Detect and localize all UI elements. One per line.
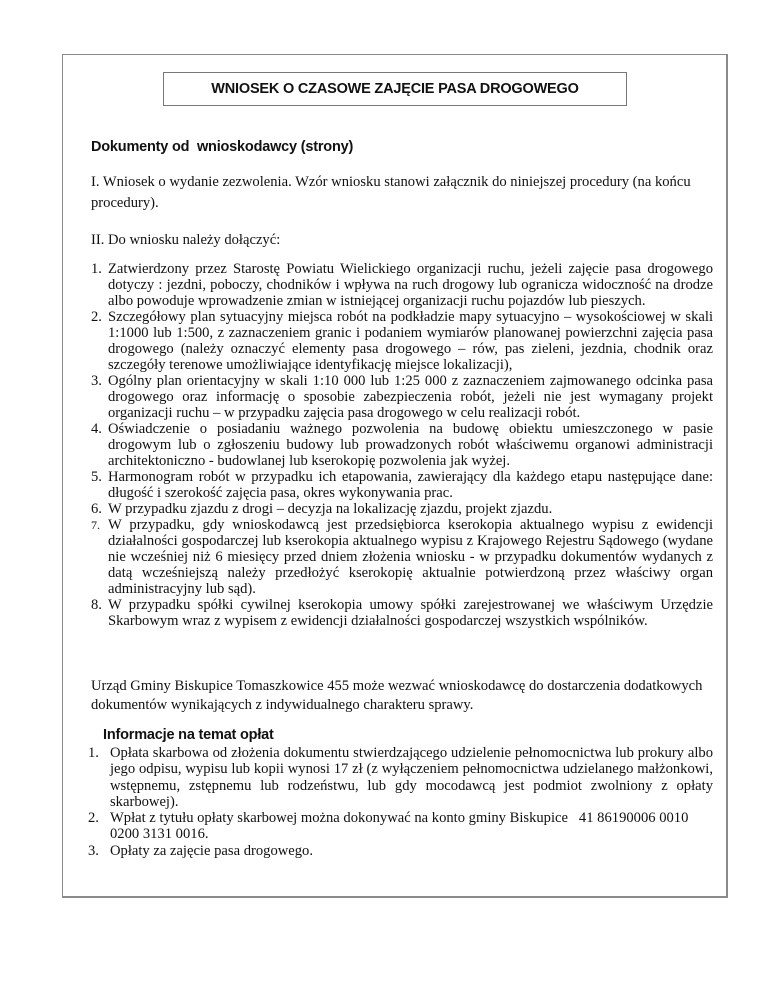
paragraph-attachments-intro: II. Do wniosku należy dołączyć: (91, 232, 281, 248)
requirement-item (91, 261, 713, 309)
section-heading-fees: Informacje na temat opłat (103, 727, 274, 743)
document-title-box (163, 72, 627, 106)
requirement-text: Szczegółowy plan sytuacyjny miejsca robót na podkładzie mapy sytuacyjno – wysokościowej w skali 1:1000 lub 1:500, z zaznaczeniem granic i podaniem wymiarów planowanej powierzchni zajęcia pasa drogowego (należy oznaczyć elementy pasa drogowego – rów, pas zieleni, jezdnia, chodnik oraz szczegóły terenowe umożliwiające identyfikację miejsce lokalizacji), (108, 309, 713, 373)
requirement-text: Harmonogram robót w przypadku ich etapowania, zawierający dla każdego etapu następujące dane: długość i szerokość zajęcia pasa, okres wykonywania prac. (108, 469, 713, 501)
requirements-list (91, 261, 713, 629)
list-number: 2. (88, 810, 99, 827)
list-number: 4. (91, 421, 102, 437)
list-number: 3. (91, 373, 102, 389)
requirement-text: W przypadku, gdy wnioskodawcą jest przedsiębiorca kserokopia aktualnego wypisu z ewidencji działalności gospodarczej lub kserokopia aktualnego wypisu z Krajowego Rejestru Sądowego (wydane nie wcześniej niż 6 miesięcy przed dniem złożenia wniosku - w przypadku dokumentów wydanych z datą wcześniejszą należy przedłożyć kserokopię aktualnie potwierdzoną przez właściwy organ administracyjny lub sąd). (108, 517, 713, 597)
requirement-text: Ogólny plan orientacyjny w skali 1:10 000 lub 1:25 000 z zaznaczeniem zajmowanego odcinka pasa drogowego oraz informację o sposobie zabezpieczenia robót, jeżeli nie jest wymagany projekt organizacji ruchu – w przypadku zajęcia pasa drogowego w celu realizacji robót. (108, 373, 713, 421)
fee-text: Opłaty za zajęcie pasa drogowego. (110, 842, 314, 859)
requirement-item (91, 597, 713, 629)
requirement-item (91, 469, 713, 501)
requirement-item (91, 309, 713, 373)
paragraph-application: I. Wniosek o wydanie zezwolenia. Wzór wniosku stanowi załącznik do niniejszej procedury (na końcu procedury). (91, 174, 691, 211)
list-number: 1. (91, 261, 102, 277)
section-heading-documents: Dokumenty od wnioskodawcy (strony) (91, 139, 354, 155)
list-number: 2. (91, 309, 102, 325)
list-number: 6. (91, 501, 102, 517)
fee-text: Wpłat z tytułu opłaty skarbowej można dokonywać na konto gminy Biskupice 41 86190006 0010 0200 3131 0016. (110, 810, 693, 843)
requirement-text: Zatwierdzony przez Starostę Powiatu Wielickiego organizacji ruchu, jeżeli zajęcie pasa drogowego dotyczy : jezdni, poboczy, chodników i wpływa na ruch drogowy lub ogranicza widoczność na drodze albo powoduje wprowadzenie zmian w istniejącej organizacji ruchu pojazdów lub pieszych. (108, 261, 713, 309)
requirement-item (91, 421, 713, 469)
fees-list (88, 745, 713, 859)
document-title: WNIOSEK O CZASOWE ZAJĘCIE PASA DROGOWEGO (211, 81, 579, 97)
fee-item (88, 745, 713, 810)
paragraph-office-note: Urząd Gminy Biskupice Tomaszkowice 455 może wezwać wnioskodawcę do dostarczenia dodatkowych dokumentów wynikających z indywidualnego charakteru sprawy. (91, 678, 703, 713)
fee-item (88, 843, 713, 859)
requirement-item (91, 373, 713, 421)
fee-item (88, 810, 713, 843)
list-number: 3. (88, 842, 99, 859)
requirement-text: W przypadku zjazdu z drogi – decyzja na lokalizację zjazdu, projekt zjazdu. (108, 501, 553, 517)
list-number: 1. (88, 745, 99, 761)
list-number: 5. (91, 469, 102, 485)
list-number: 8. (91, 597, 102, 613)
requirement-text: Oświadczenie o posiadaniu ważnego pozwolenia na budowę obiektu umieszczonego w pasie drogowym lub o zgłoszeniu budowy lub prowadzonych robót właściwemu organowi administracji architektoniczno - budowlanej lub kserokopię pozwolenia jak wyżej. (108, 421, 713, 469)
requirement-text: W przypadku spółki cywilnej kserokopia umowy spółki zarejestrowanej we właściwym Urzędzie Skarbowym wraz z wypisem z ewidencji działalności gospodarczej wszystkich wspólników. (108, 597, 713, 629)
list-number: 7. (91, 518, 100, 532)
requirement-item (91, 517, 713, 597)
fee-text: Opłata skarbowa od złożenia dokumentu stwierdzającego udzielenie pełnomocnictwa lub prokury albo jego odpisu, wypisu lub kopii wynosi 17 zł (z wyłączeniem pełnomocnictwa udzielanego małżonkowi, wstępnemu, zstępnemu lub rodzeństwu, lub gdy mocodawcą jest podmiot zwolniony z opłaty skarbowej). (110, 745, 713, 810)
requirement-item (91, 501, 713, 517)
